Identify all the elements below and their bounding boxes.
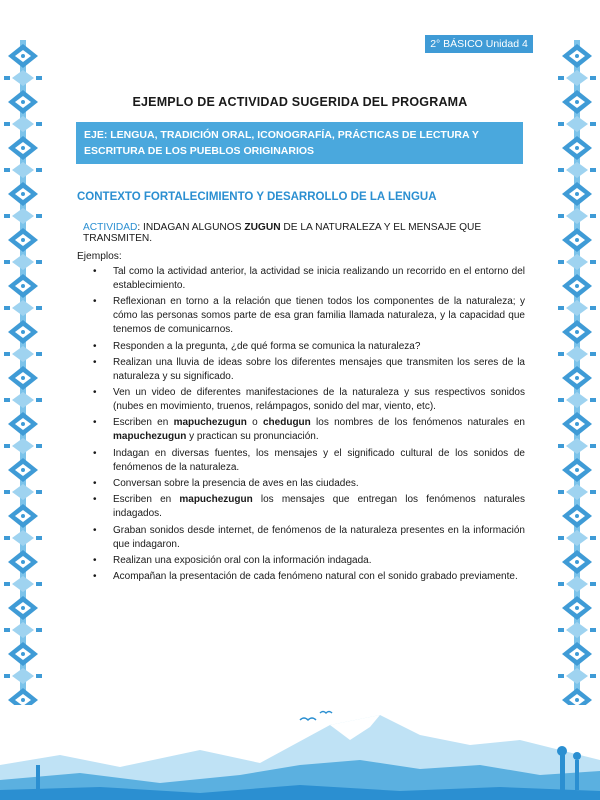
list-item: • Graban sonidos desde internet, de fenómenos de la naturaleza presentes en la información que indagaron.	[93, 524, 525, 552]
list-item: • Responden a la pregunta, ¿de qué forma se comunica la naturaleza?	[93, 340, 525, 354]
list-item	[93, 493, 525, 521]
list-item: • Realizan una lluvia de ideas sobre los diferentes mensajes que transmiten los seres de la naturaleza y su significado.	[93, 356, 525, 384]
examples-label: Ejemplos:	[77, 251, 122, 262]
activity-line	[83, 222, 533, 244]
page-title: EJEMPLO DE ACTIVIDAD SUGERIDA DEL PROGRAMA	[132, 95, 468, 109]
activity-bold-word: ZUGUN	[244, 222, 281, 233]
text: los nombres de los fenómenos naturales en	[310, 417, 525, 429]
activity-text-before: : INDAGAN ALGUNOS	[137, 222, 245, 233]
eje-banner: EJE: LENGUA, TRADICIÓN ORAL, ICONOGRAFÍA, PRÁCTICAS DE LECTURA Y ESCRITURA DE LOS PUEBLOS ORIGINARIOS	[76, 122, 523, 164]
list-item: • Reflexionan en torno a la relación que tienen todos los componentes de la naturaleza; y cómo las personas somos parte de esa gran familia llamada naturaleza, y la capacidad que tenemos de comunicarnos.	[93, 295, 525, 337]
text: Escriben en	[113, 494, 180, 506]
list-item	[93, 416, 525, 444]
list-item: • Acompañan la presentación de cada fenómeno natural con el sonido grabado previamente.	[93, 570, 525, 584]
section-title: CONTEXTO FORTALECIMIENTO Y DESARROLLO DE LA LENGUA	[77, 191, 437, 203]
examples-list	[93, 265, 525, 587]
activity-label: ACTIVIDAD	[83, 222, 138, 233]
bold-term: mapuchezugun	[173, 417, 247, 429]
left-decorative-border-icon	[0, 40, 46, 730]
bold-term: mapuchezugun	[113, 431, 187, 443]
right-decorative-border-icon	[554, 40, 600, 730]
list-item: • Realizan una exposición oral con la información indagada.	[93, 554, 525, 568]
landscape-silhouette-icon	[0, 705, 600, 800]
list-item: • Indagan en diversas fuentes, los mensajes y el significado cultural de los sonidos de fenómenos de la naturaleza.	[93, 447, 525, 475]
unit-badge: 2° BÁSICO Unidad 4	[425, 35, 533, 53]
bold-term: chedugun	[263, 417, 311, 429]
text: Escriben en	[113, 417, 174, 429]
text: los mensajes que entregan los fenómenos naturales indagados.	[113, 494, 525, 520]
bold-term: mapuchezugun	[179, 494, 253, 506]
list-item: • Conversan sobre la presencia de aves en las ciudades.	[93, 477, 525, 491]
list-item: • Tal como la actividad anterior, la actividad se inicia realizando un recorrido en el entorno del establecimiento.	[93, 265, 525, 293]
list-item: • Ven un video de diferentes manifestaciones de la naturaleza y sus respectivos sonidos (nubes en movimiento, truenos, relámpagos, sonido del mar, viento, etc).	[93, 386, 525, 414]
activity-text-after: DE LA NATURALEZA Y EL MENSAJE QUE TRANSMITEN.	[83, 222, 482, 244]
text: y practican su pronunciación.	[186, 431, 319, 443]
text: o	[246, 417, 263, 429]
